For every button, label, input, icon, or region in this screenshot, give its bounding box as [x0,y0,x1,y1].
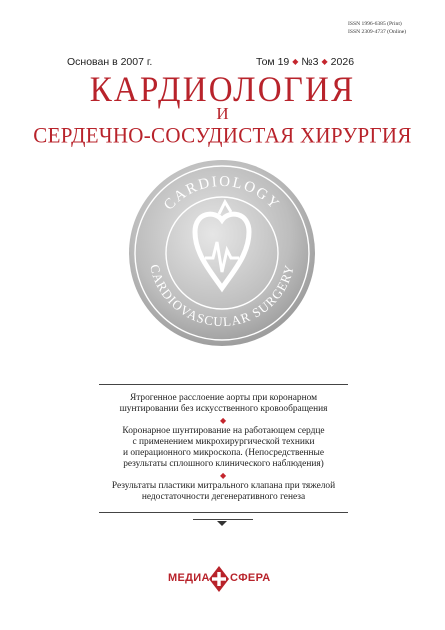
publisher-name-right: СФЕРА [230,572,271,584]
journal-title-line2: СЕРДЕЧНО-СОСУДИСТАЯ ХИРУРГИЯ [33,122,412,148]
toc-line: Ятрогенное расслоение аорты при коронарном [129,393,318,403]
diamond-icon: ◆ [321,57,328,66]
volume-info [256,56,354,68]
publisher-name-left: МЕДИА [168,572,210,584]
seal-top-text: CARDIOLOGY [161,173,283,214]
mediasfera-logo-icon [209,566,229,592]
toc-line: с применением микрохирургической техники [132,437,315,447]
toc-end-bar [193,519,253,520]
journal-seal [127,158,317,348]
toc-article-1[interactable] [99,393,348,415]
toc-line: результаты сплошного клинического наблюдения) [123,459,324,469]
toc-line: Коронарное шунтирование на работающем сердце [122,426,325,436]
issue-year: 2026 [330,56,355,68]
volume-number: Том 19 [256,56,290,68]
issn-block [348,21,406,36]
founded-year: Основан в 2007 г. [67,56,153,68]
issn-online: ISSN 2309-4737 (Online) [348,28,407,35]
diamond-icon: ◆ [220,416,227,425]
journal-title-line1: КАРДИОЛОГИЯ [89,70,356,110]
toc-line: недостаточности дегенеративного генеза [141,492,306,502]
toc-bottom-rule [99,512,348,513]
triangle-down-icon [217,521,227,526]
diamond-icon: ◆ [220,471,227,480]
journal-title-conjunction: И [216,104,229,123]
toc-line: Результаты пластики митрального клапана при тяжелой [111,481,336,491]
toc-line: и операционного микроскопа. (Непосредственные [123,448,324,458]
toc-line: шунтировании без искусственного кровообращения [119,404,328,414]
seal-bottom-text: CARDIOVASCULAR SURGERY [147,262,297,330]
toc-article-3[interactable] [99,481,348,503]
issn-print: ISSN 1996-6385 (Print) [348,21,402,27]
toc-article-2[interactable] [99,426,348,470]
publisher-logo [168,566,280,592]
toc-top-rule [99,384,348,385]
diamond-icon: ◆ [292,57,299,66]
issue-number: №3 [301,56,319,68]
